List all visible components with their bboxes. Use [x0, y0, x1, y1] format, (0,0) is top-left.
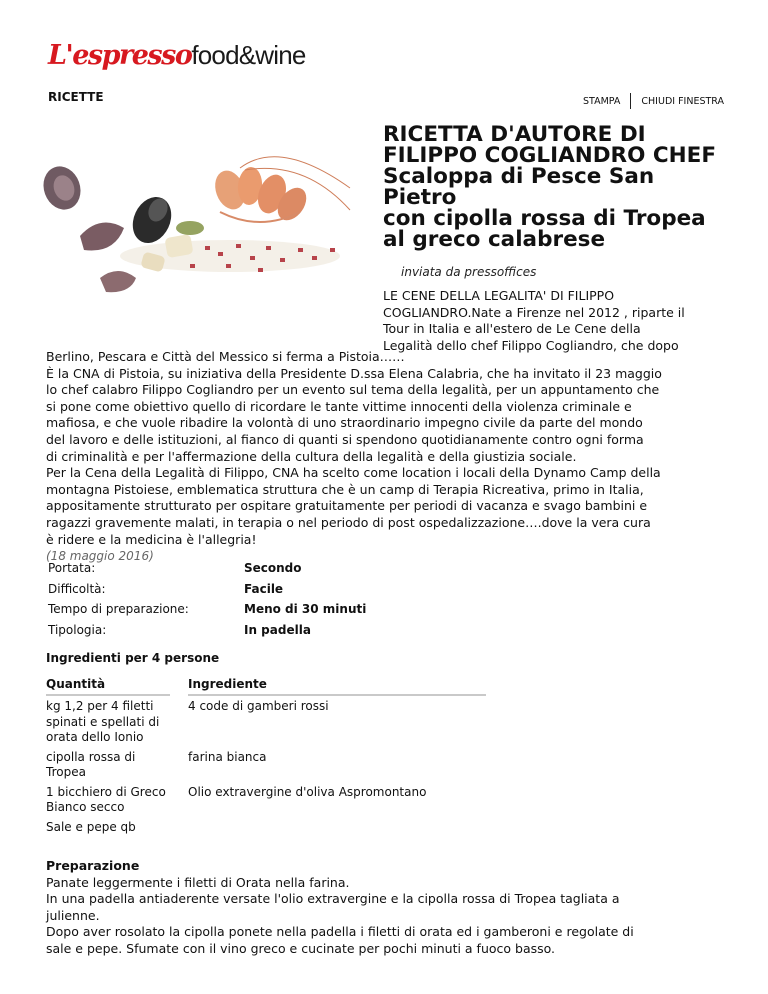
quantity-line: Sale e pepe qb: [46, 819, 136, 834]
info-value: Secondo: [244, 561, 302, 576]
ingredients-title: Ingredienti per 4 persone: [46, 651, 220, 665]
photo-onion-piece: [80, 223, 124, 251]
body-line: del lavoro e delle istituzioni, al fianco di quanti si spendono quotidianamente contro ogni forma: [46, 431, 644, 447]
ingredient-quantity: [46, 785, 188, 816]
section-label: RICETTE: [48, 90, 104, 104]
ingredient-quantity: [46, 750, 188, 781]
info-label: Difficoltà:: [48, 581, 106, 596]
info-value: Meno di 30 minuti: [244, 602, 367, 617]
intro-line: Tour in Italia e all'estero de Le Cene della: [383, 321, 641, 337]
brand-logo-primary: L'espresso: [48, 40, 192, 71]
sent-by: inviata da pressoffices: [401, 265, 537, 279]
info-value: In padella: [244, 622, 311, 637]
brand-logo-secondary: food&wine: [191, 40, 306, 70]
ingredients-table: [46, 699, 426, 839]
quantity-line: cipolla rossa di: [46, 749, 136, 764]
print-link[interactable]: STAMPA: [582, 95, 621, 107]
top-links: [583, 93, 724, 109]
info-label: Tipologia:: [48, 622, 107, 637]
body-line: di criminalità e per l'affermazione della cultura della legalità e della giustizia sociale.: [46, 448, 577, 464]
body-line: Per la Cena della Legalità di Filippo, CNA ha scelto come location i locali della Dynamo Camp della: [46, 465, 661, 481]
intro-line: COGLIANDRO.Nate a Firenze nel 2012 , riparte il: [383, 304, 685, 320]
body-line: È la CNA di Pistoia, su iniziativa della Presidente D.ssa Elena Calabria, che ha invitato il 23 maggio: [46, 365, 662, 381]
brand-logo[interactable]: [48, 40, 306, 71]
info-row: [48, 558, 366, 579]
intro-text: [383, 288, 728, 354]
info-label: Tempo di preparazione:: [48, 602, 189, 617]
quantity-line: orata dello Ionio: [46, 730, 144, 744]
ingredient-row: [46, 820, 426, 836]
article-body: [46, 349, 736, 565]
body-line: Berlino, Pescara e Città del Messico si ferma a Pistoia……: [46, 349, 405, 364]
info-row: [48, 620, 366, 641]
body-line: è ridere e la medicina è l'allegria!: [46, 531, 257, 547]
info-value: Facile: [244, 581, 284, 596]
body-line: ragazzi gravemente malati, in terapia o nel periodo di post ospedalizzazione….dove la vera cura: [46, 514, 651, 530]
title-line: Pietro: [383, 185, 457, 210]
preparation-title: Preparazione: [46, 858, 140, 873]
quantity-line: 1 bicchiero di Greco: [46, 784, 166, 799]
ingredient-name: farina bianca: [188, 749, 267, 764]
preparation-line: Dopo aver rosolato la cipolla ponete nella padella i filetti di orata ed i gamberoni e regolate di: [46, 924, 634, 940]
title-line: con cipolla rossa di Tropea: [383, 206, 706, 231]
preparation: [46, 858, 726, 958]
recipe-title: [383, 124, 743, 250]
body-line: mafiosa, e che vuole ribadire la volontà di uno straordinario impegno civile da parte del mondo: [46, 415, 643, 431]
ingredient-quantity: [46, 820, 188, 836]
publish-date: (18 maggio 2016): [46, 549, 154, 564]
photo-herbs: [176, 221, 204, 235]
info-label: Portata:: [48, 561, 96, 576]
recipe-info: [48, 558, 366, 640]
close-window-link[interactable]: CHIUDI FINESTRA: [641, 95, 724, 107]
info-row: [48, 579, 366, 600]
title-line: al greco calabrese: [383, 227, 606, 252]
preparation-line: sale e pepe. Sfumate con il vino greco e cucinate per pochi minuti a fuoco basso.: [46, 940, 556, 956]
quantity-line: spinati e spellati di: [46, 714, 160, 729]
body-line: montagna Pistoiese, emblematica struttura che è un camp di Terapia Ricreativa, primo in Italia,: [46, 481, 644, 497]
title-line: Scaloppa di Pesce San: [383, 164, 655, 189]
ingredient-name: Olio extravergine d'oliva Aspromontano: [188, 784, 427, 799]
photo-prawns: [210, 157, 350, 226]
link-divider: [630, 93, 631, 109]
body-line: appositamente strutturato per ospitare gratuitamente per periodi di vacanza e svago bambini e: [46, 498, 648, 514]
quantity-header: Quantità: [46, 677, 170, 696]
quantity-line: kg 1,2 per 4 filetti: [46, 699, 154, 713]
quantity-line: Bianco secco: [46, 800, 125, 814]
preparation-line: Panate leggermente i filetti di Orata nella farina.: [46, 874, 350, 890]
title-line: RICETTA D'AUTORE DI: [383, 122, 646, 147]
intro-line: Legalità dello chef Filippo Cogliandro, che dopo: [383, 337, 679, 353]
ingredient-row: [46, 750, 426, 781]
preparation-line: In una padella antiaderente versate l'olio extravergine e la cipolla rossa di Tropea tagliata a: [46, 891, 620, 907]
ingredient-row: [46, 785, 426, 816]
ingredient-quantity: [46, 699, 188, 746]
quantity-line: Tropea: [46, 765, 86, 779]
info-row: [48, 599, 366, 620]
intro-line: LE CENE DELLA LEGALITA' DI FILIPPO: [383, 288, 615, 303]
recipe-photo: [40, 128, 358, 313]
ingredient-row: [46, 699, 426, 746]
title-line: FILIPPO COGLIANDRO CHEF: [383, 143, 717, 168]
preparation-line: julienne.: [46, 907, 100, 923]
ingredient-header: Ingrediente: [188, 677, 486, 696]
ingredient-name: 4 code di gamberi rossi: [188, 699, 329, 713]
body-line: lo chef calabro Filippo Cogliandro per un evento sul tema della legalità, per un appuntamento che: [46, 382, 660, 398]
body-line: si pone come obiettivo quello di ricordare le tante vittime innocenti della violenza criminale e: [46, 398, 632, 414]
